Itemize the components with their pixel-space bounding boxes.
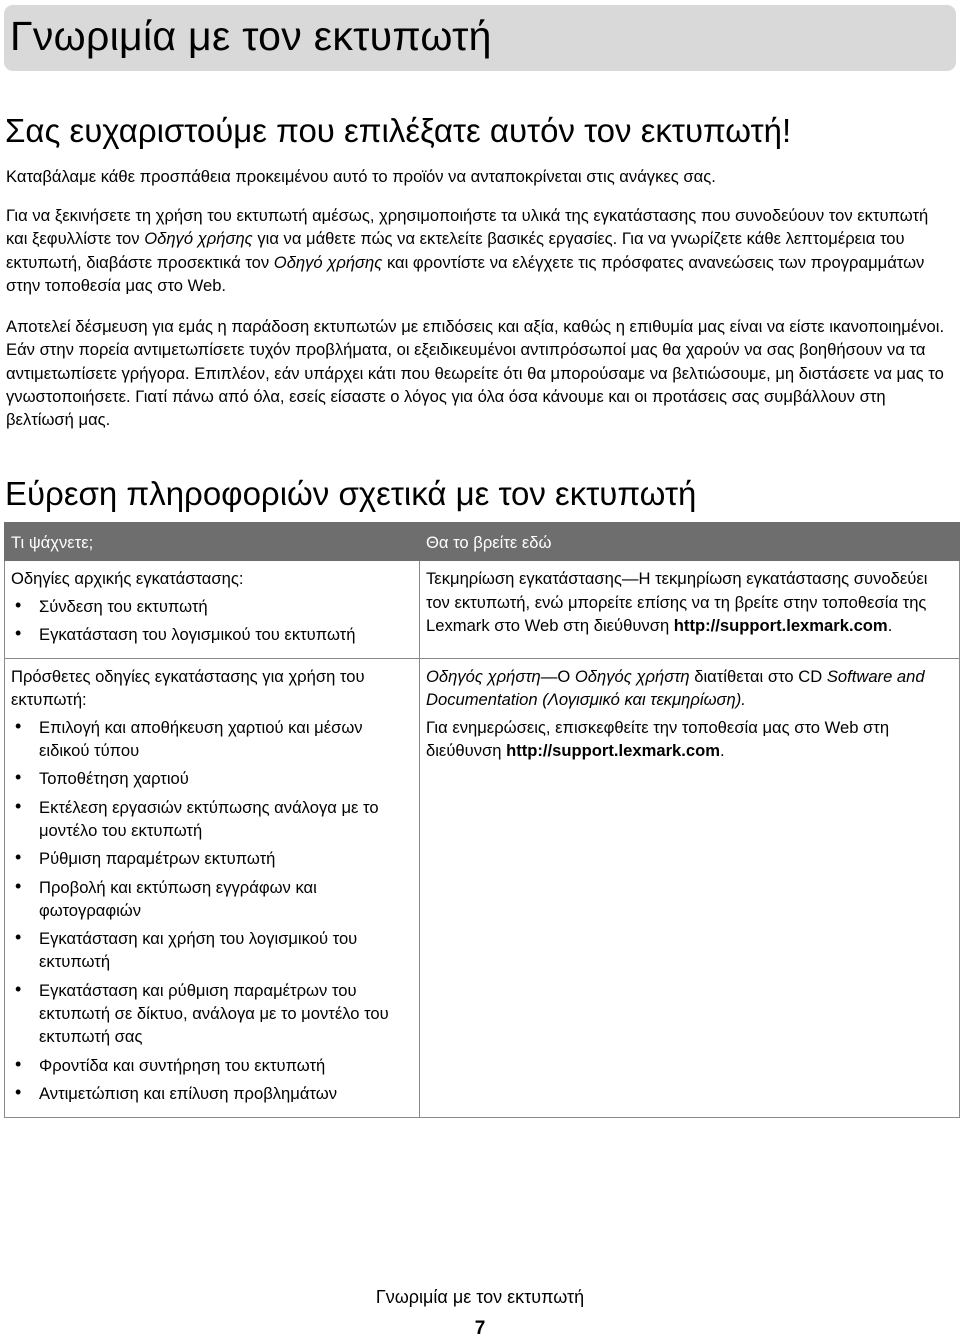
doc-desc: Για ενημερώσεις, επισκεφθείτε την τοποθεσία μας στο Web στη διεύθυνση: [426, 717, 890, 761]
list-item: • Εγκατάσταση και χρήση του λογισμικού του εκτυπωτή: [39, 927, 413, 974]
column-header-where: Θα το βρείτε εδώ: [420, 523, 960, 561]
intro-paragraph: [6, 204, 954, 297]
list-item: • Επιλογή και αποθήκευση χαρτιού και μέσων ειδικού τύπου: [39, 716, 413, 763]
intro-text-e: και φροντίστε να ελέγχετε τις πρόσφατες ανανεώσεις των προγραμμάτων στην τοποθεσία μας στο Web.: [6, 252, 925, 295]
table-header-row: [5, 523, 960, 561]
list-item: • Τοποθέτηση χαρτιού: [39, 767, 413, 790]
period: .: [719, 741, 725, 761]
list-item: • Φροντίδα και συντήρηση του εκτυπωτή: [39, 1054, 413, 1077]
bullet-list: [11, 716, 413, 1105]
chapter-title: Γνωριμία με τον εκτυπωτή: [10, 13, 492, 59]
table-cell-what: [5, 561, 420, 659]
support-link[interactable]: http://support.lexmark.com: [673, 615, 888, 635]
thanks-lead: Καταβάλαμε κάθε προσπάθεια προκειμένου αυτό το προϊόν να ανταποκρίνεται στις ανάγκες σας.: [6, 167, 716, 186]
list-item: • Εγκατάσταση και ρύθμιση παραμέτρων του εκτυπωτή σε δίκτυο, ανάλογα με το μοντέλο του εκτυπωτή σας: [39, 979, 413, 1049]
list-item: • Αντιμετώπιση και επίλυση προβλημάτων: [39, 1082, 413, 1105]
table-cell-where: [420, 659, 960, 1118]
doc-name: Οδηγός χρήστη: [426, 667, 541, 687]
page-number: 7: [474, 1318, 486, 1339]
doc-name: Τεκμηρίωση εγκατάστασης: [426, 569, 622, 589]
where-text: [426, 567, 953, 637]
commitment-paragraph: Αποτελεί δέσμευση για εμάς η παράδοση εκτυπωτών με επιδόσεις και αξία, καθώς η επιθυμία μας είναι να είστε ικανοποιημένοι. Εάν στην πορεία αντιμετωπίσετε τυχόν προβλήματα, οι εξειδικευμένοι αντιπρόσωποί μας θα χαρούν να σας βοηθήσουν να τα αντιμετωπίσετε γρήγορα. Επιπλέον, εάν υπάρχει κάτι που θεωρείτε ότι θα μπορούσαμε να βελτιώσουμε, μη διστάσετε να μας το γνωστοποιήσετε. Γιατί πάνω από όλα, εσείς είσαστε ο λόγος για όλα όσα κάνουμε και οι προτάσεις σας συμβάλλουν στη βελτίωσή μας.: [6, 317, 945, 430]
doc-desc: διατίθεται στο CD: [689, 667, 827, 687]
list-item: • Εγκατάσταση του λογισμικού του εκτυπωτή: [39, 623, 413, 646]
row-intro: Οδηγίες αρχικής εγκατάστασης:: [11, 569, 244, 589]
where-text: [426, 665, 953, 712]
bullet-list: [11, 595, 413, 647]
intro-text-a: Για να ξεκινήσετε τη χρήση του εκτυπωτή αμέσως, χρησιμοποιήστε τα υλικά της εγκατάστασης που συνοδεύουν τον εκτυπωτή και ξεφυλλίστε τον: [6, 206, 929, 249]
doc-desc: —Ο: [540, 667, 575, 687]
table-row: [5, 659, 960, 1118]
cd-name: Software and Documentation (Λογισμικό και τεκμηρίωση).: [426, 667, 925, 710]
doc-name: Οδηγός χρήστη: [574, 667, 690, 687]
table-row: [5, 561, 960, 659]
info-heading: Εύρεση πληροφοριών σχετικά με τον εκτυπωτή: [5, 475, 697, 512]
info-table: [4, 522, 960, 1118]
doc-desc: —Η τεκμηρίωση εγκατάστασης συνοδεύει τον εκτυπωτή, ενώ μπορείτε επίσης να τη βρείτε στην τοποθεσία της Lexmark στο Web στη διεύθυνση: [426, 569, 928, 635]
chapter-title-bar: [4, 5, 956, 71]
row-intro: Πρόσθετες οδηγίες εγκατάστασης για χρήση του εκτυπωτή:: [11, 667, 365, 710]
list-item: • Ρύθμιση παραμέτρων εκτυπωτή: [39, 847, 413, 870]
list-item: • Προβολή και εκτύπωση εγγράφων και φωτογραφιών: [39, 876, 413, 923]
column-header-what: Τι ψάχνετε;: [5, 523, 420, 561]
period: .: [887, 615, 893, 635]
table-cell-where: [420, 561, 960, 659]
list-item: • Εκτέλεση εργασιών εκτύπωσης ανάλογα με το μοντέλο του εκτυπωτή: [39, 796, 413, 843]
thanks-heading: Σας ευχαριστούμε που επιλέξατε αυτόν τον εκτυπωτή!: [5, 112, 792, 149]
table-cell-what: [5, 659, 420, 1118]
support-link[interactable]: http://support.lexmark.com: [506, 741, 720, 761]
footer-title: Γνωριμία με τον εκτυπωτή: [375, 1287, 585, 1307]
list-item: • Σύνδεση του εκτυπωτή: [39, 595, 413, 618]
user-guide-ref: Οδηγό χρήσης: [273, 252, 383, 272]
where-text: [426, 716, 953, 763]
intro-text-c: για να μάθετε πώς να εκτελείτε βασικές εργασίες. Για να γνωρίζετε κάθε λεπτομέρεια του εκτυπωτή, διαβάστε προσεκτικά τον: [6, 229, 905, 272]
user-guide-ref: Οδηγό χρήσης: [144, 229, 253, 249]
